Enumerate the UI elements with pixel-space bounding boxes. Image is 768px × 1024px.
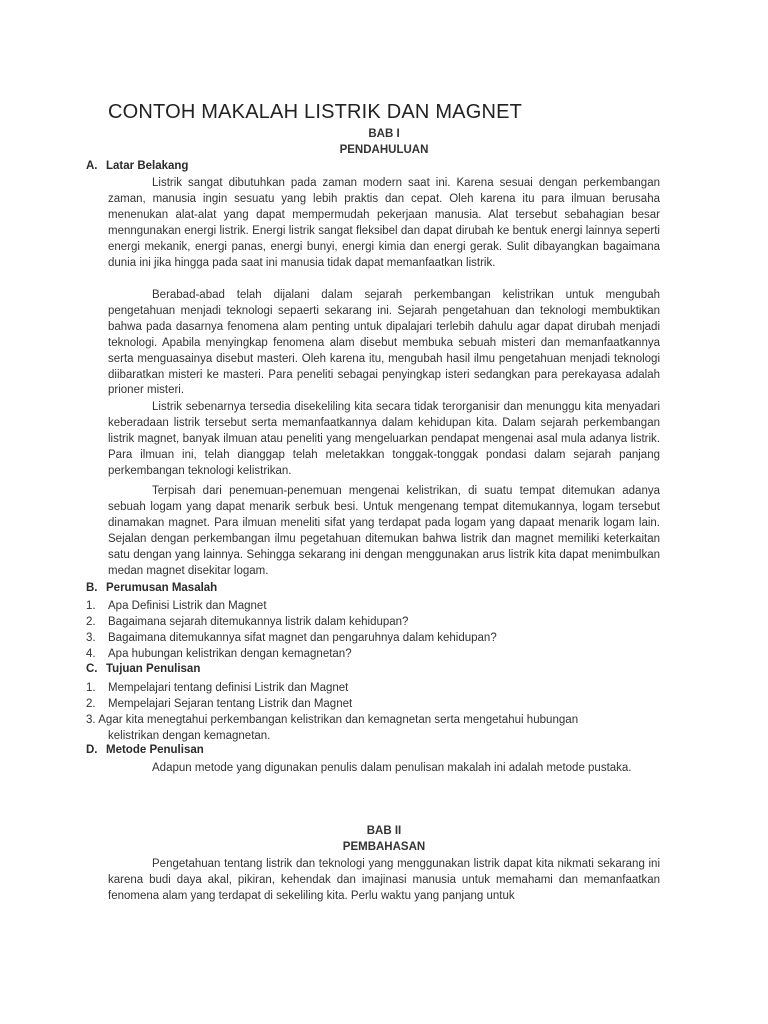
bab1-heading: PENDAHULUAN	[339, 144, 429, 156]
section-a-letter: A.	[86, 160, 98, 172]
bab1-label: BAB I	[368, 128, 400, 140]
list-number: 1.	[86, 682, 96, 694]
section-a-title: Latar Belakang	[106, 160, 189, 172]
paragraph-a3: Listrik sebenarnya tersedia disekeliling kita secara tidak terorganisir dan menunggu kita menyadari keberadaan listrik tersebut serta memanfaatkannya dalam kehidupan kita. Dalam sejarah perkembangan listrik magnet, banyak ilmuan atau peneliti yang mengeluarkan pendapat mengenai asal mula adanya listrik. Para ilmuan ini, telah dianggap telah meletakkan tonggak-tonggak pondasi dalam sejarah panjang perkembangan teknologi kelistrikan.	[108, 401, 660, 477]
list-item	[86, 680, 348, 696]
paragraph-a2: Berabad-abad telah dijalani dalam sejarah perkembangan kelistrikan untuk mengubah pengetahuan menjadi teknologi sepaerti sekarang ini. Sejarah pengetahuan dan teknologi membuktikan bahwa pada dasarnya fenomena alam penting untuk dipalajari terlebih dahulu agar dapat dirubah menjadi teknologi. Apabila menyingkap fenomena alam disebut membuka sebuah misteri dan memanfaatkannya serta menguasainya disebut masteri. Oleh karena itu, mengubah hasil ilmu pengetahuan menjadi teknologi diibaratkan misteri ke masteri. Para peneliti sebagai penyingkap isteri sedangkan para perekayasa adalah prioner misteri.	[108, 289, 660, 397]
section-d-heading	[86, 744, 204, 756]
section-b-heading	[86, 582, 217, 594]
list-number: 2.	[86, 698, 96, 710]
list-item	[86, 696, 352, 712]
list-text: Mempelajari Sejaran tentang Listrik dan Magnet	[108, 698, 353, 710]
paragraph-bab2: Pengetahuan tentang listrik dan teknologi yang menggunakan listrik dapat kita nikmati sekarang ini karena budi daya akal, pikiran, kehendak dan imajinasi manusia untuk memahami dan memanfaatkan fenomena alam yang terdapat di sekeliling kita. Perlu waktu yang panjang untuk	[108, 858, 660, 902]
list-text: Mempelajari tentang definisi Listrik dan Magnet	[108, 682, 349, 694]
list-item	[86, 712, 660, 728]
paragraph-d: Adapun metode yang digunakan penulis dalam penulisan makalah ini adalah metode pustaka.	[152, 762, 632, 774]
list-item	[86, 614, 408, 630]
section-b-title: Perumusan Masalah	[106, 582, 218, 594]
list-number: 3.	[86, 632, 96, 644]
section-c-heading	[86, 663, 200, 675]
document-title: CONTOH MAKALAH LISTRIK DAN MAGNET	[108, 101, 523, 123]
section-c-letter: C.	[86, 663, 98, 675]
list-text: Bagaimana ditemukannya sifat magnet dan pengaruhnya dalam kehidupan?	[108, 632, 497, 644]
section-b-letter: B.	[86, 582, 98, 594]
list-number: 2.	[86, 616, 96, 628]
paragraph-a1: Listrik sangat dibutuhkan pada zaman modern saat ini. Karena sesuai dengan perkembangan zaman, manusia ingin sesuatu yang lebih praktis dan cepat. Oleh karena itu para ilmuan berusaha menenukan alat-alat yang dapat mempermudah pekerjaan manusia. Alat tersebut sebahagian besar menngunakan energi listrik. Energi listrik sangat fleksibel dan dapat dirubah ke bentuk energi lainnya seperti energi mekanik, energi panas, energi bunyi, energi kimia dan energi gerak. Sulit dibayangkan bagaimana dunia ini jika hingga pada saat ini manusia tidak dapat memanfaatkan listrik.	[108, 177, 660, 269]
list-item	[86, 646, 352, 662]
list-text: Apa hubungan kelistrikan dengan kemagnetan?	[108, 648, 352, 660]
list-item-continuation: kelistrikan dengan kemagnetan.	[108, 730, 271, 742]
section-c-title: Tujuan Penulisan	[106, 663, 201, 675]
list-text: Bagaimana sejarah ditemukannya listrik dalam kehidupan?	[108, 616, 409, 628]
list-text: 3. Agar kita menegtahui perkembangan kelistrikan dan kemagnetan serta mengetahui hubungan	[86, 714, 579, 726]
list-text: Apa Definisi Listrik dan Magnet	[108, 600, 267, 612]
section-d-letter: D.	[86, 744, 98, 756]
bab2-label: BAB II	[366, 825, 402, 837]
section-d-title: Metode Penulisan	[106, 744, 204, 756]
list-number: 1.	[86, 600, 96, 612]
section-a-heading	[86, 160, 188, 172]
paragraph-a4: Terpisah dari penemuan-penemuan mengenai kelistrikan, di suatu tempat ditemukan adanya sebuah logam yang dapat menarik serbuk besi. Untuk mengenang tempat ditemukannya, logam tersebut dinamakan magnet. Para ilmuan meneliti sifat yang terdapat pada logam yang dapaat menarik logam lain. Sejalan dengan perkembangan ilmu pegetahuan ditemukan bahwa listrik dan magnet memiliki keterkaitan satu dengan yang lainnya. Sehingga sekarang ini dengan menggunakan arus listrik kita dapat menimbulkan medan magnet disekitar logam.	[108, 485, 660, 577]
bab2-heading: PEMBAHASAN	[342, 841, 426, 853]
list-number: 4.	[86, 648, 96, 660]
list-item	[86, 598, 267, 614]
list-item	[86, 630, 497, 646]
